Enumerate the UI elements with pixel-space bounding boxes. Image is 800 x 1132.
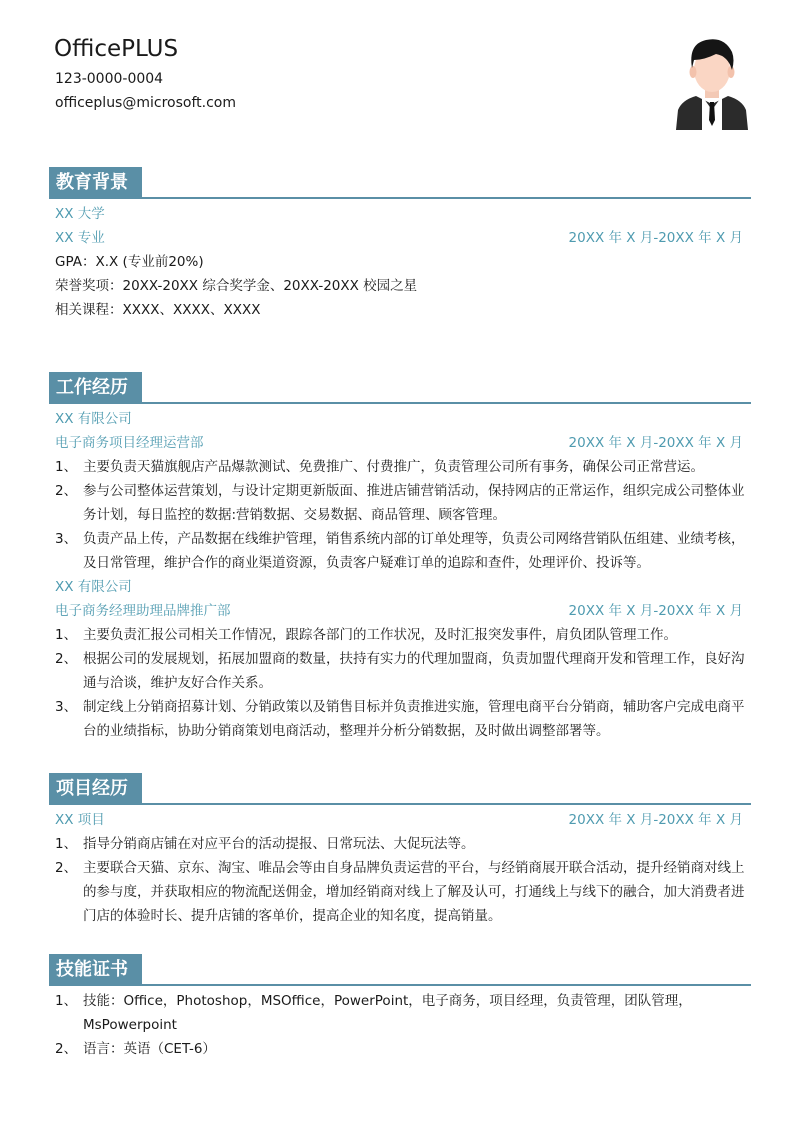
- item-text: 语言：英语（CET-6）: [83, 1041, 216, 1057]
- position-row: [49, 599, 751, 623]
- section-header: [49, 165, 751, 199]
- item-number: 2、: [55, 860, 78, 876]
- job-entry: [49, 407, 751, 575]
- phone-number: 123-0000-0004: [55, 71, 164, 87]
- project-date: 20XX 年 X 月-20XX 年 X 月: [568, 812, 743, 828]
- position-row: [49, 431, 751, 455]
- school-name: XX 大学: [55, 206, 105, 222]
- section-header: [49, 952, 751, 986]
- item-text: 参与公司整体运营策划，与设计定期更新版面、推进店铺营销活动，保持网店的正常运作，组织完成公司整体业务计划，每日监控的数据:营销数据、交易数据、商品管理、顾客管理。: [83, 483, 745, 523]
- position-name: 电子商务项目经理运营部: [55, 435, 204, 451]
- item-number: 3、: [55, 699, 78, 715]
- project-name: XX 项目: [55, 812, 105, 828]
- item-number: 2、: [55, 651, 78, 667]
- email-address: officeplus@microsoft.com: [55, 95, 236, 111]
- item-text: 主要负责天猫旗舰店产品爆款测试、免费推广、付费推广，负责管理公司所有事务，确保公司正常营运。: [83, 459, 704, 475]
- list-item: [49, 856, 751, 928]
- list-item: [49, 479, 751, 527]
- job-date: 20XX 年 X 月-20XX 年 X 月: [568, 435, 743, 451]
- education-date: 20XX 年 X 月-20XX 年 X 月: [568, 230, 743, 246]
- section-title: 技能证书: [49, 954, 142, 985]
- list-item: [49, 623, 751, 647]
- skills-section: [49, 952, 751, 1061]
- list-item: [49, 989, 751, 1037]
- section-header: [49, 771, 751, 805]
- item-text: 根据公司的发展规划，拓展加盟商的数量，扶持有实力的代理加盟商，负责加盟代理商开发和管理工作，良好沟通与洽谈，维护友好合作关系。: [83, 651, 745, 691]
- item-number: 1、: [55, 627, 78, 643]
- project-row: [49, 808, 751, 832]
- major-name: XX 专业: [55, 230, 105, 246]
- list-item: [49, 527, 751, 575]
- project-section: [49, 771, 751, 928]
- item-number: 2、: [55, 483, 78, 499]
- gpa: GPA：X.X (专业前20%): [55, 254, 204, 270]
- section-title: 工作经历: [49, 372, 142, 403]
- list-item: [49, 695, 751, 743]
- section-header: [49, 370, 751, 404]
- item-text: 负责产品上传，产品数据在线维护管理，销售系统内部的订单处理等，负责公司网络营销队伍组建、业绩考核，及日常管理，维护合作的商业渠道资源，负责客户疑难订单的追踪和查件，处理评价、投诉等。: [83, 531, 745, 571]
- courses: 相关课程：XXXX、XXXX、XXXX: [55, 302, 261, 318]
- list-item: [49, 1037, 751, 1061]
- honors: 荣誉奖项：20XX-20XX 综合奖学金、20XX-20XX 校园之星: [55, 278, 418, 294]
- item-number: 1、: [55, 459, 78, 475]
- item-text: 指导分销商店铺在对应平台的活动提报、日常玩法、大促玩法等。: [83, 836, 475, 852]
- item-number: 1、: [55, 836, 78, 852]
- item-text: 主要联合天猫、京东、淘宝、唯品会等由自身品牌负责运营的平台，与经销商展开联合活动，提升经销商对线上的参与度，并获取相应的物流配送佣金，增加经销商对线上了解及认可，打通线上与线下的融合，加大消费者进门店的体验时长、提升店铺的客单价，提高企业的知名度，提高销量。: [83, 860, 745, 924]
- major-row: [49, 226, 751, 250]
- avatar-icon: [672, 30, 752, 130]
- education-section: [49, 165, 751, 322]
- list-item: [49, 832, 751, 856]
- list-item: [49, 455, 751, 479]
- item-number: 2、: [55, 1041, 78, 1057]
- item-text: 主要负责汇报公司相关工作情况，跟踪各部门的工作状况，及时汇报突发事件，肩负团队管理工作。: [83, 627, 677, 643]
- item-number: 3、: [55, 531, 78, 547]
- position-name: 电子商务经理助理品牌推广部: [55, 603, 231, 619]
- item-text: 技能：Office，Photoshop，MSOffice，PowerPoint，电子商务，项目经理，负责管理，团队管理，MsPowerpoint: [83, 993, 692, 1033]
- work-section: [49, 370, 751, 743]
- section-title: 项目经历: [49, 773, 142, 804]
- list-item: [49, 647, 751, 695]
- item-text: 制定线上分销商招募计划、分销政策以及销售目标并负责推进实施，管理电商平台分销商，辅助客户完成电商平台的业绩指标，协助分销商策划电商活动，整理并分析分销数据，及时做出调整部署等。: [83, 699, 745, 739]
- job-entry: [49, 575, 751, 743]
- job-date: 20XX 年 X 月-20XX 年 X 月: [568, 603, 743, 619]
- item-number: 1、: [55, 993, 78, 1009]
- candidate-name: OfficePLUS: [54, 36, 179, 62]
- company-name: XX 有限公司: [55, 411, 132, 427]
- section-title: 教育背景: [49, 167, 142, 198]
- company-name: XX 有限公司: [55, 579, 132, 595]
